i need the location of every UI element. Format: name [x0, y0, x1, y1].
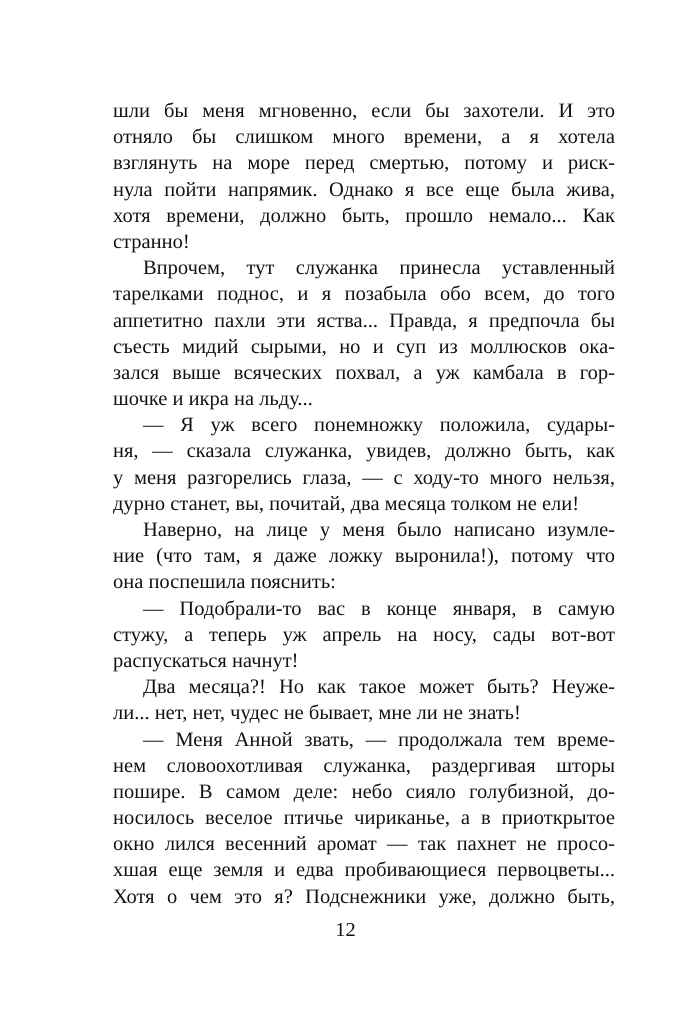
text-line: дурно станет, вы, почитай, два месяца толком не ели! — [113, 492, 580, 515]
text-line: нем словоохотливая служанка, раздергивая шторы — [113, 754, 615, 777]
text-line: стужу, а теперь уж апрель на носу, сады вот-вот — [113, 623, 615, 646]
text-line: хшая еще земля и едва пробивающиеся первоцветы... — [113, 859, 615, 882]
paragraph-first-line: Впрочем, тут служанка принесла уставленный — [143, 257, 615, 280]
text-line: зался выше всяческих похвал, а уж камбала в гор- — [113, 361, 615, 384]
text-line: шли бы меня мгновенно, если бы захотели. И это — [113, 100, 615, 122]
page-number: 12 — [335, 919, 356, 941]
text-line: съесть мидий сырыми, но и суп из моллюсков ока- — [113, 335, 615, 358]
text-line: нула пойти напрямик. Однако я все еще была жива, — [113, 178, 615, 201]
text-line: окно лился весенний аромат — так пахнет не просо- — [113, 833, 615, 856]
text-line: Хотя о чем это я? Подснежники уже, должно быть, — [113, 885, 615, 908]
paragraph-first-line: Два месяца?! Но как такое может быть? Неуже- — [143, 676, 615, 699]
text-line: тарелками поднос, и я позабыла обо всем, до того — [113, 283, 615, 306]
text-line: взглянуть на море перед смертью, потому и риск- — [113, 152, 615, 175]
paragraph-first-line: — Подобрали-то вас в конце января, в самую — [143, 597, 615, 620]
paragraph-first-line: — Я уж всего понемножку положила, судары- — [143, 414, 615, 437]
text-line: она поспешила пояснить: — [113, 571, 336, 594]
paragraph-first-line: — Меня Анной звать, — продолжала тем време- — [143, 728, 615, 751]
text-line: аппетитно пахли эти яства... Правда, я предпочла бы — [113, 309, 615, 332]
text-line: пошире. В самом деле: небо сияло голубизной, до- — [113, 780, 615, 803]
text-line: ня, — сказала служанка, увидев, должно быть, как — [113, 440, 615, 463]
text-line: у меня разгорелись глаза, — с ходу-то много нельзя, — [113, 466, 615, 489]
page-text — [113, 98, 615, 910]
text-line: отняло бы слишком много времени, а я хотела — [113, 126, 615, 149]
text-line: ние (что там, я даже ложку выронила!), потому что — [113, 545, 615, 568]
text-line: шочке и икра на льду... — [113, 388, 313, 411]
paragraph-first-line: Наверно, на лице у меня было написано изумле- — [143, 519, 615, 541]
text-line: носилось веселое птичье чириканье, а в приоткрытое — [113, 807, 615, 830]
text-line: ли... нет, нет, чудес не бывает, мне ли не знать! — [113, 702, 521, 725]
text-line: распускаться начнут! — [113, 649, 299, 672]
text-line: странно! — [113, 230, 190, 253]
text-line: хотя времени, должно быть, прошло немало... Как — [113, 204, 615, 227]
